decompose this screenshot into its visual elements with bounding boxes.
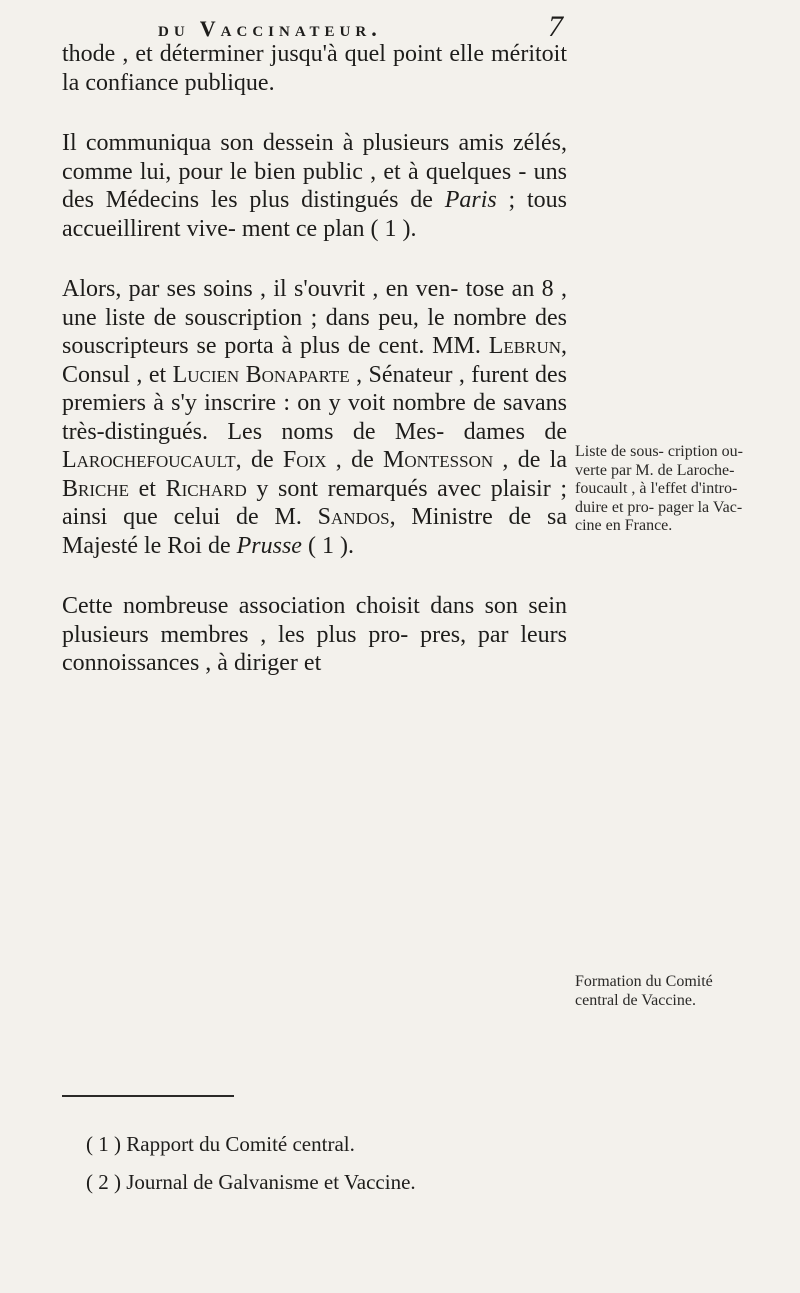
paragraph (62, 592, 567, 678)
text-run: Montesson (383, 447, 494, 473)
text-run: ( 1 ). (301, 532, 354, 559)
text-run: Prusse (236, 532, 302, 559)
paragraph (62, 40, 567, 97)
text-run: Foix (282, 447, 327, 473)
text-run: , Ministre de sa Majesté le Roi de (62, 504, 567, 559)
text-run: , de (235, 447, 283, 473)
margin-note-formation: Formation du Comité central de Vaccine. (575, 973, 713, 1009)
footnote: ( 2 ) Journal de Galvanisme et Vaccine. (86, 1170, 416, 1194)
paragraph (62, 129, 567, 243)
text-run: Alors, par ses soins , il s'ouvrit , en ven- tose an 8 , une liste de souscription ; dans peu, le nombre des souscripteurs se porta à plus de cent. MM. (62, 276, 567, 359)
text-run: Larochefoucault (62, 447, 236, 473)
text-run: , de (326, 447, 384, 473)
footnote: ( 1 ) Rapport du Comité central. (86, 1132, 355, 1156)
running-title: du Vaccinateur. (158, 16, 382, 41)
text-run: Richard (165, 475, 247, 502)
text-run: y sont remarqués avec plaisir ; ainsi que celui de M. (62, 475, 567, 530)
text-run: Briche (62, 475, 130, 502)
text-run: thode , et déterminer jusqu'à quel point elle méritoit la confiance publique. (62, 41, 567, 96)
footnotes (86, 1125, 686, 1201)
text-run: , de la (493, 447, 567, 473)
footnote-divider (62, 1095, 234, 1097)
text-run: ; tous accueillirent vive- ment ce plan ( 1 ). (62, 187, 567, 242)
text-run: Il communiqua son dessein à plusieurs amis zélés, comme lui, pour le bien public , et à quelques - uns des Médecins les plus distingués de (62, 130, 567, 213)
text-run: Paris (444, 187, 497, 213)
text-run: Lucien Bonaparte (172, 361, 350, 388)
margin-note-liste: Liste de sous- cription ou- verte par M. de Laroche- foucault , à l'effet d'intro- duire et pro- pager la Vac- cine en France. (575, 443, 743, 534)
text-run: Lebrun (488, 333, 561, 359)
text-run: Sandos (317, 504, 390, 530)
text-run: Cette nombreuse association choisit dans son sein plusieurs membres , les plus pro- pres, par leurs connoissances , à diriger et (62, 593, 567, 676)
text-run: , Sénateur , furent des premiers à s'y inscrire : on y voit nombre de savans très-distingués. Les noms de Mes- dames de (62, 361, 567, 445)
page-number: 7 (548, 10, 563, 43)
text-run: , Consul , et (62, 333, 567, 388)
paragraph (62, 275, 567, 560)
body-text (62, 40, 567, 710)
text-run: et (129, 475, 166, 502)
